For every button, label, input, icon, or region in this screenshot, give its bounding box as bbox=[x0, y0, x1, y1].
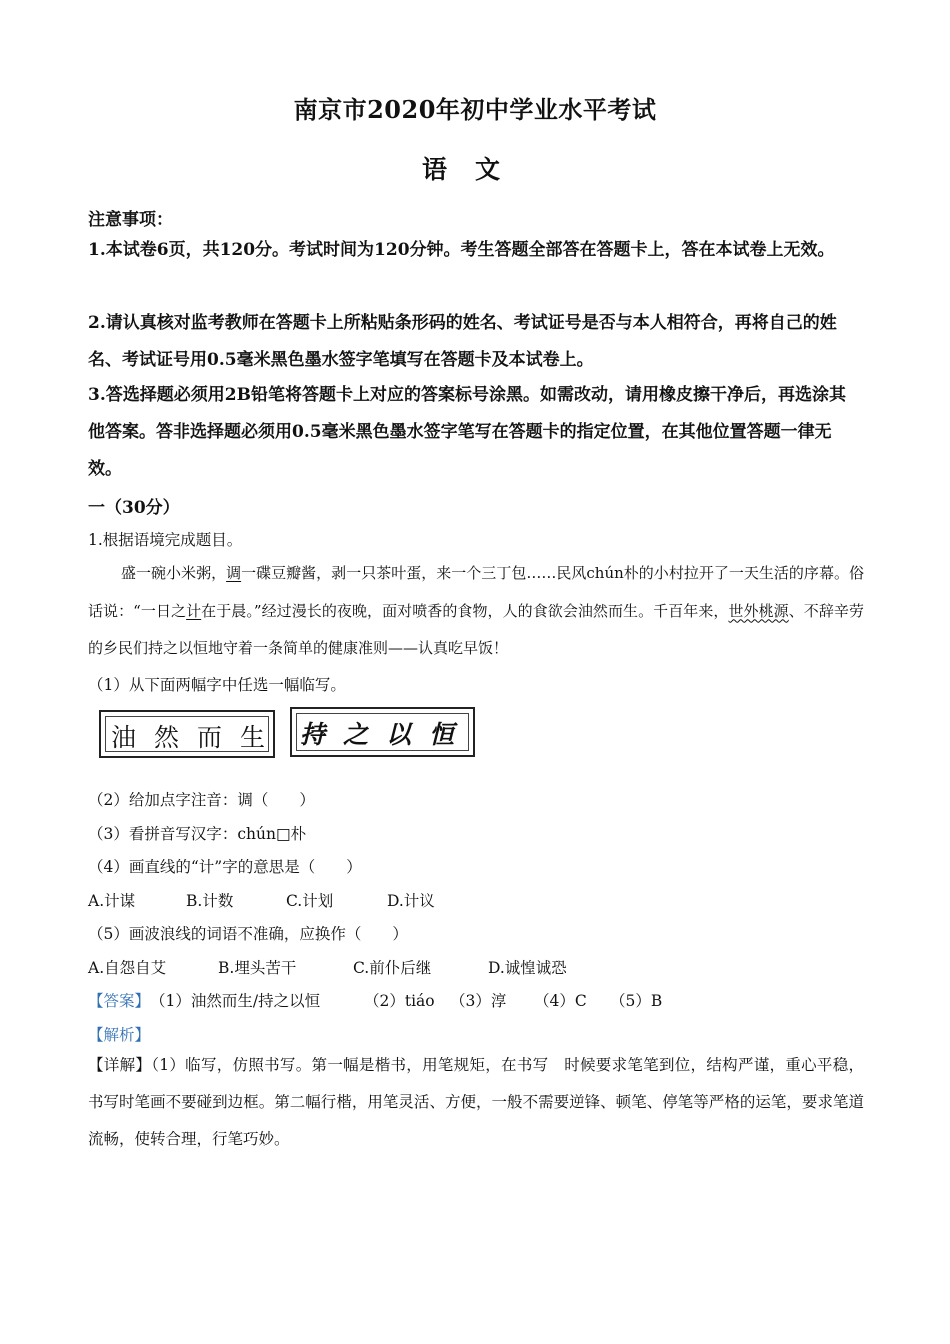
option-a: A.自怨自艾 bbox=[88, 959, 167, 977]
section-heading: 一（30分） bbox=[88, 498, 180, 518]
analysis-tag: 【解析】 bbox=[88, 1026, 151, 1044]
passage bbox=[88, 555, 864, 668]
answer-3: （3）淳 bbox=[450, 992, 507, 1010]
passage-text: 一碟豆瓣酱，剥一只茶叶蛋，来一个三丁包……民风chún朴的小村拉开了一天生活的序幕。俗话说：“一日之 bbox=[88, 564, 864, 620]
wavy-word: 世外桃源 bbox=[728, 601, 789, 620]
subject-title: 语文 bbox=[421, 155, 528, 184]
sub-question-4: （4）画直线的“计”字的意思是（ ） bbox=[88, 858, 362, 876]
answer-5: （5）B bbox=[610, 992, 663, 1010]
notice-item-1: 1.本试卷6页，共120分。考试时间为120分钟。考生答题全部答在答题卡上，答在本试卷上无效。 bbox=[88, 240, 835, 260]
option-d: D.计议 bbox=[387, 892, 435, 910]
sub-question-1: （1）从下面两幅字中任选一幅临写。 bbox=[88, 676, 346, 694]
option-c: C.前仆后继 bbox=[353, 959, 432, 977]
passage-text: 盛一碗小米粥， bbox=[121, 564, 227, 582]
question-stem: 1.根据语境完成题目。 bbox=[88, 531, 243, 549]
sub-question-5: （5）画波浪线的词语不准确，应换作（ ） bbox=[88, 925, 408, 943]
answer-2: （2）tiáo bbox=[364, 992, 435, 1010]
detail-text: （1）临写，仿照书写。第一幅是楷书，用笔规矩，在书写 时候要求笔笔到位，结构严谨，重心平稳，书写时笔画不要碰到边框。第二幅行楷，用笔灵活、方便，一般不需要逆锋、顿笔、停笔等严格的运笔，要求笔道流畅，使转合理，行笔巧妙。 bbox=[88, 1056, 864, 1148]
calligraphy-text-1: 油然而生 bbox=[111, 723, 284, 752]
notice-item-3: 3.答选择题必须用2B铅笔将答题卡上对应的答案标号涂黑。如需改动，请用橡皮擦干净后，再选涂其他答案。答非选择题必须用0.5毫米黑色墨水签字笔写在答题卡的指定位置，在其他位置答题一律无效。 bbox=[88, 385, 846, 479]
underlined-char: 计 bbox=[186, 601, 202, 620]
answer-1: （1）油然而生/持之以恒 bbox=[150, 992, 321, 1010]
sub-question-2: （2）给加点字注音：调（ ） bbox=[88, 791, 315, 809]
option-d: D.诚惶诚恐 bbox=[488, 959, 567, 977]
notice-item-2: 2.请认真核对监考教师在答题卡上所粘贴条形码的姓名、考试证号是否与本人相符合，再将自己的姓名、考试证号用0.5毫米黑色墨水签字笔填写在答题卡及本试卷上。 bbox=[88, 313, 837, 370]
option-a: A.计谋 bbox=[88, 892, 136, 910]
detail-tag: 【详解】 bbox=[88, 1056, 152, 1074]
sub-question-3: （3）看拼音写汉字：chún□朴 bbox=[88, 825, 307, 843]
detail-paragraph bbox=[88, 1047, 864, 1158]
calligraphy-xingkai bbox=[290, 707, 475, 757]
calligraphy-text-2: 持之以恒 bbox=[300, 720, 473, 749]
passage-text: 、不辞辛劳的乡民们持之以恒地守着一条简单的健康准则——认真吃早饭！ bbox=[88, 601, 864, 657]
calligraphy-kaishu bbox=[99, 710, 284, 758]
option-b: B.埋头苦干 bbox=[218, 959, 297, 977]
dotted-char: 调 bbox=[226, 564, 242, 582]
exam-title: 南京市2020年初中学业水平考试 bbox=[293, 95, 657, 124]
option-c: C.计划 bbox=[286, 892, 334, 910]
answer-4: （4）C bbox=[534, 992, 587, 1010]
answer-tag: 【答案】 bbox=[88, 992, 151, 1010]
notice-heading: 注意事项： bbox=[88, 210, 173, 230]
option-b: B.计数 bbox=[186, 892, 234, 910]
passage-text: 在于晨。”经过漫长的夜晚，面对喷香的食物，人的食欲会油然而生。千百年来， bbox=[201, 601, 729, 620]
